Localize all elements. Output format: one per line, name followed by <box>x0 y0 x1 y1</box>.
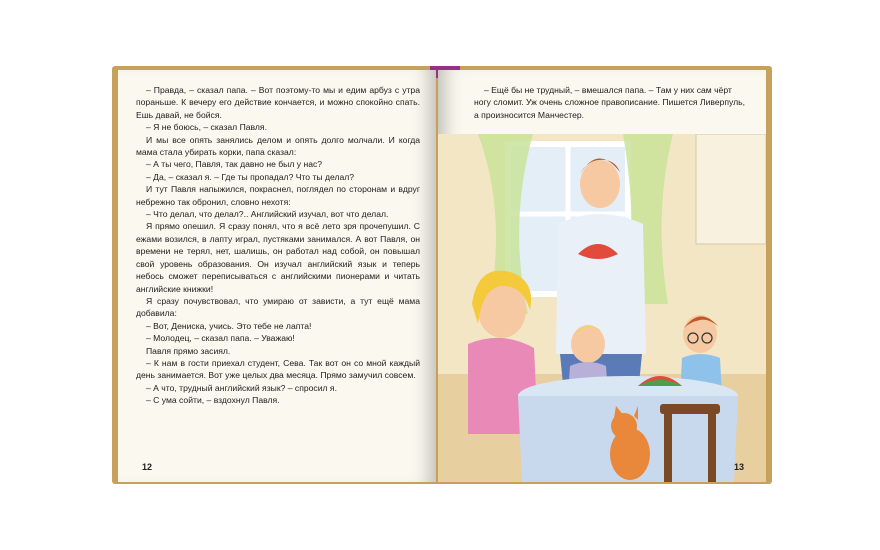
paragraph: – Я не боюсь, – сказал Павля. <box>146 122 267 133</box>
paragraph: И тут Павля напыжился, покраснел, поглядел по сторонам и вдруг небрежно так обронил, словно нехотя: <box>136 184 420 207</box>
cupboard <box>696 134 766 244</box>
chair <box>660 404 720 414</box>
page-number-right: 13 <box>733 462 744 472</box>
paragraph: И мы все опять занялись делом и опять долго молчали. И когда мама стала убирать корки, папа сказал: <box>136 134 420 158</box>
paragraph: Павля прямо засиял. <box>146 345 231 356</box>
page-number-left: 12 <box>142 462 153 472</box>
paragraph: – Вот, Дениска, учись. Это тебе не лапта! <box>146 320 312 331</box>
right-page <box>438 70 766 482</box>
left-page-text <box>136 84 420 407</box>
paragraph: – К нам в гости приехал студент, Сева. Так вот он со мной каждый день занимается. Вот уже целых два месяца. Прямо замучил совсем. <box>136 357 420 381</box>
right-page-text <box>474 84 746 121</box>
paragraph: – С ума сойти, – вздохнул Павля. <box>146 395 280 406</box>
paragraph: – Что делал, что делал?.. Английский изучал, вот что делал. <box>146 209 389 220</box>
paragraph: – Да, – сказал я. – Где ты пропадал? Что ты делал? <box>146 171 355 182</box>
paragraph: – А ты чего, Павля, так давно не был у нас? <box>146 159 323 170</box>
dad-head <box>580 160 620 208</box>
family-table-illustration <box>438 134 766 482</box>
paragraph: – А что, трудный английский язык? – спросил я. <box>146 382 337 393</box>
paragraph: Я прямо опешил. Я сразу понял, что я всё лето зря прочепушил. С ежами возился, в лапту играл, пустяками занимался. А вот Павля, он времени не терял, нет, шалишь, он работал над собой, он повышал свой уровень образования. Он изучал английский язык и теперь небось сможет переписываться с английскими пионерами и читать английские книжки! <box>136 221 420 294</box>
open-book <box>112 66 772 484</box>
paragraph: – Ещё бы не трудный, – вмешался папа. – Там у них сам чёрт ногу сломит. Уж очень сложное правописание. Пишется Ливерпуль, а произносится Манчестер. <box>474 85 746 120</box>
child-head <box>571 325 605 363</box>
paragraph: – Молодец, – сказал папа. – Уважаю! <box>146 333 295 344</box>
left-page <box>118 70 436 482</box>
paragraph: Я сразу почувствовал, что умираю от зависти, а тут ещё мама добавила: <box>136 295 420 319</box>
paragraph: – Правда, – сказал папа. – Вот поэтому-то мы и едим арбуз с утра пораньше. К вечеру его действие кончается, и можно спокойно спать. Ешь давай, не бойся. <box>136 85 420 120</box>
